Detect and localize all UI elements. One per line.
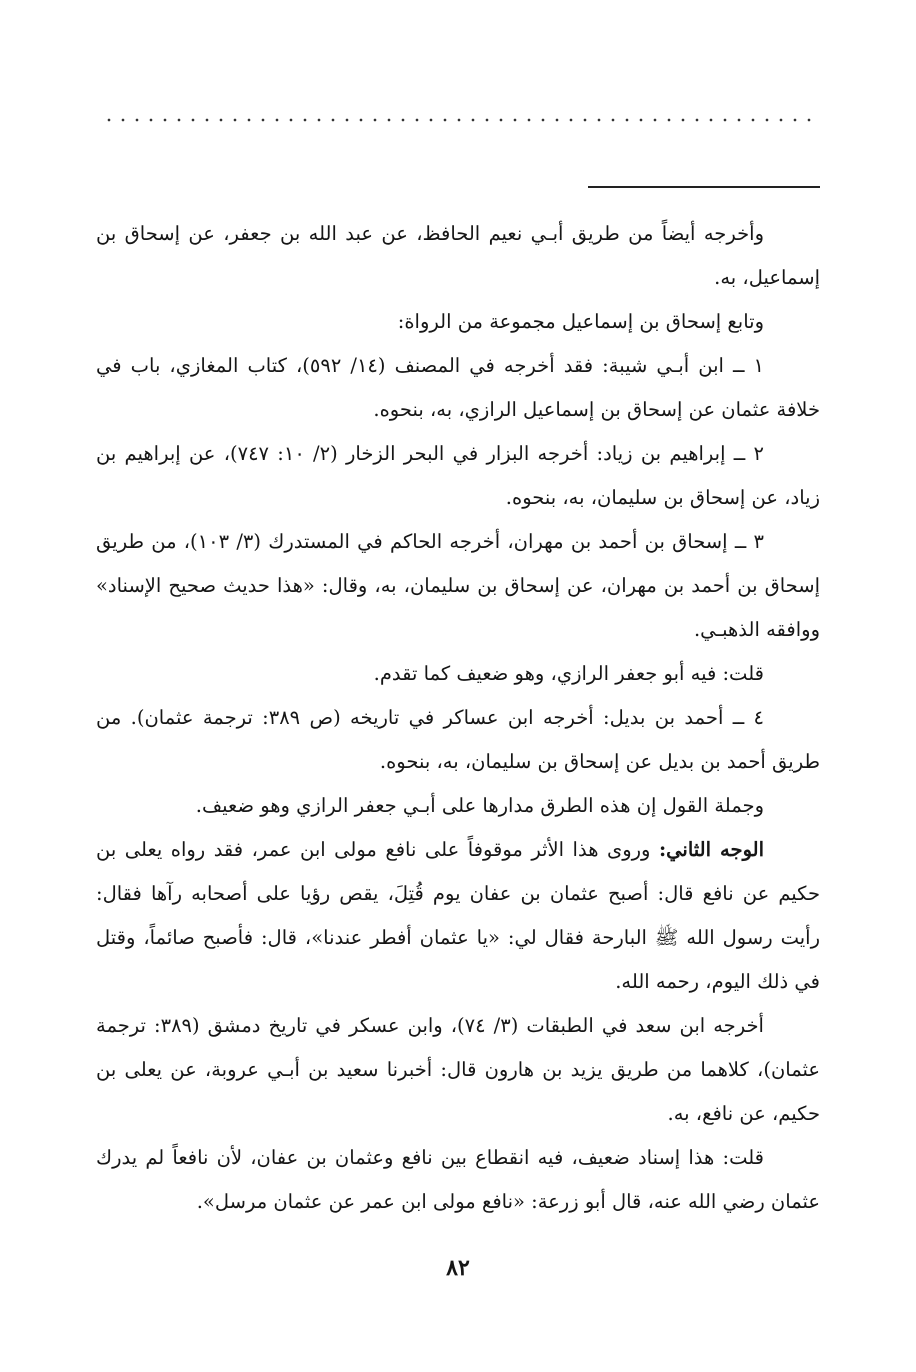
paragraph-second-aspect — [96, 828, 820, 1004]
paragraph-conclusion: قلت: هذا إسناد ضعيف، فيه انقطاع بين نافع وعثمان بن عفان، لأن نافعاً لم يدرك عثمان رضي الله عنه، قال أبو زرعة: «نافع مولى ابن عمر عن عثمان مرسل». — [96, 1146, 820, 1213]
paragraph-followers-intro: وتابع إسحاق بن إسماعيل مجموعة من الرواة: — [397, 310, 764, 333]
second-aspect-text: وروى هذا الأثر موقوفاً على نافع مولى ابن عمر، فقد رواه يعلى بن حكيم عن نافع قال: أصبح عثمان بن عفان يوم قُتِلَ، يقص رؤيا على أصحابه رآها فقال: رأيت رسول الله ﷺ البارحة فقال لي: «يا عثمان أفطر عندنا»، قال: فأصبح صائماً، وقتل في ذلك اليوم، رحمه الله. — [96, 838, 820, 993]
paragraph-item-4: ٤ ــ أحمد بن بديل: أخرجه ابن عساكر في تاريخه (ص ٣٨٩: ترجمة عثمان). من طريق أحمد بن بديل عن إسحاق بن سليمان، به، بنحوه. — [96, 706, 820, 773]
paragraph-item-2: ٢ ــ إبراهيم بن زياد: أخرجه البزار في البحر الزخار (٢/ ١٠: ٧٤٧)، عن إبراهيم بن زياد، عن إسحاق بن سليمان، به، بنحوه. — [96, 442, 820, 509]
page-number: ٨٢ — [446, 1255, 470, 1281]
paragraph-summary: وجملة القول إن هذه الطرق مدارها على أبـي جعفر الرازي وهو ضعيف. — [195, 794, 764, 817]
paragraph-ibn-saad: أخرجه ابن سعد في الطبقات (٣/ ٧٤)، وابن عسكر في تاريخ دمشق (٣٨٩: ترجمة عثمان)، كلاهما من طريق يزيد بن هارون قال: أخبرنا سعيد بن أبـي عروبة، عن يعلى بن حكيم، عن نافع، به. — [96, 1014, 820, 1125]
footnote-rule — [588, 186, 820, 188]
paragraph-abu-nuaym: وأخرجه أيضاً من طريق أبـي نعيم الحافظ، عن عبد الله بن جعفر، عن إسحاق بن إسماعيل، به. — [96, 222, 820, 289]
paragraph-item-1: ١ ــ ابن أبـي شيبة: فقد أخرجه في المصنف (١٤/ ٥٩٢)، كتاب المغازي، باب في خلافة عثمان عن إسحاق بن إسماعيل الرازي، به، بنحوه. — [96, 354, 820, 421]
second-aspect-heading: الوجه الثاني: — [658, 838, 765, 861]
dotted-separator — [102, 118, 818, 122]
page-body — [96, 212, 820, 1224]
paragraph-item-3: ٣ ــ إسحاق بن أحمد بن مهران، أخرجه الحاكم في المستدرك (٣/ ١٠٣)، من طريق إسحاق بن أحمد بن مهران، عن إسحاق بن سليمان، به، وقال: «هذا حديث صحيح الإسناد» ووافقه الذهبـي. — [96, 530, 820, 641]
paragraph-note-abu-jafar: قلت: فيه أبو جعفر الرازي، وهو ضعيف كما تقدم. — [373, 662, 764, 685]
